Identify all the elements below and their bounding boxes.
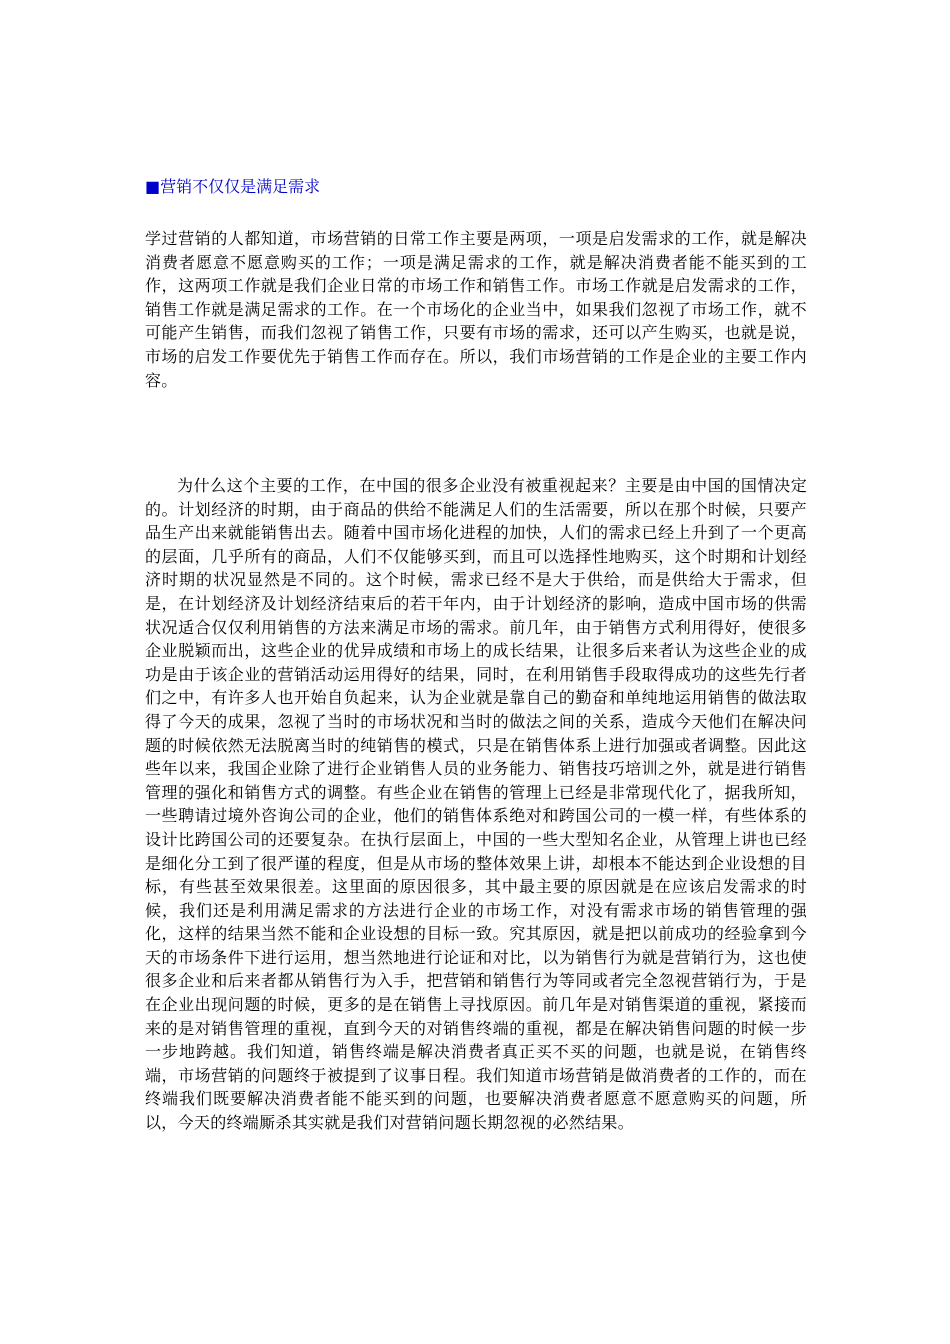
- paragraph-intro: 学过营销的人都知道，市场营销的日常工作主要是两项，一项是启发需求的工作，就是解决消费者愿意不愿意购买的工作；一项是满足需求的工作，就是解决消费者能不能买到的工作，这两项工作就是我们企业日常的市场工作和销售工作。市场工作就是启发需求的工作，销售工作就是满足需求的工作。在一个市场化的企业当中，如果我们忽视了市场工作，就不可能产生销售，而我们忽视了销售工作，只要有市场的需求，还可以产生购买，也就是说，市场的启发工作要优先于销售工作而存在。所以，我们市场营销的工作是企业的主要工作内容。: [145, 229, 807, 390]
- section-heading: ■营销不仅仅是满足需求: [145, 177, 321, 196]
- paragraph-analysis: 为什么这个主要的工作，在中国的很多企业没有被重视起来？主要是由中国的国情决定的。计划经济的时期，由于商品的供给不能满足人们的生活需要，所以在那个时候，只要产品生产出来就能销售出去。随着中国市场化进程的加快，人们的需求已经上升到了一个更高的层面，几乎所有的商品，人们不仅能够买到，而且可以选择性地购买，这个时期和计划经济时期的状况显然是不同的。这个时候，需求已经不是大于供给，而是供给大于需求，但是，在计划经济及计划经济结束后的若干年内，由于计划经济的影响，造成中国市场的供需状况适合仅仅利用销售的方法来满足市场的需求。前几年，由于销售方式利用得好，使很多企业脱颖而出，这些企业的优异成绩和市场上的成长结果，让很多后来者认为这些企业的成功是由于该企业的营销活动运用得好的结果，同时，在利用销售手段取得成功的这些先行者们之中，有许多人也开始自负起来，认为企业就是靠自己的勤奋和单纯地运用销售的做法取得了今天的成果，忽视了当时的市场状况和当时的做法之间的关系，造成今天他们在解决问题的时候依然无法脱离当时的纯销售的模式，只是在销售体系上进行加强或者调整。因此这些年以来，我国企业除了进行企业销售人员的业务能力、销售技巧培训之外，就是进行销售管理的强化和销售方式的调整。有些企业在销售的管理上已经是非常现代化了，据我所知，一些聘请过境外咨询公司的企业，他们的销售体系绝对和跨国公司的一模一样，有些体系的设计比跨国公司的还要复杂。在执行层面上，中国的一些大型知名企业，从管理上讲也已经是细化分工到了很严谨的程度，但是从市场的整体效果上讲，却根本不能达到企业设想的目标，有些甚至效果很差。这里面的原因很多，其中最主要的原因就是在应该启发需求的时候，我们还是利用满足需求的方法进行企业的市场工作，对没有需求市场的销售管理的强化，这样的结果当然不能和企业设想的目标一致。究其原因，就是把以前成功的经验拿到今天的市场条件下进行运用，想当然地进行论证和对比，以为销售行为就是营销行为，这也使很多企业和后来者都从销售行为入手，把营销和销售行为等同或者完全忽视营销行为，于是在企业出现问题的时候，更多的是在销售上寻找原因。前几年是对销售渠道的重视，紧接而来的是对销售管理的重视，直到今天的对销售终端的重视，都是在解决销售问题的时候一步一步地跨越。我们知道，销售终端是解决消费者真正买不买的问题，也就是说，在销售终端，市场营销的问题终于被提到了议事日程。我们知道市场营销是做消费者的工作的，而在终端我们既要解决消费者能不能买到的问题，也要解决消费者愿意不愿意购买的问题，所以，今天的终端厮杀其实就是我们对营销问题长期忽视的必然结果。: [145, 476, 807, 1133]
